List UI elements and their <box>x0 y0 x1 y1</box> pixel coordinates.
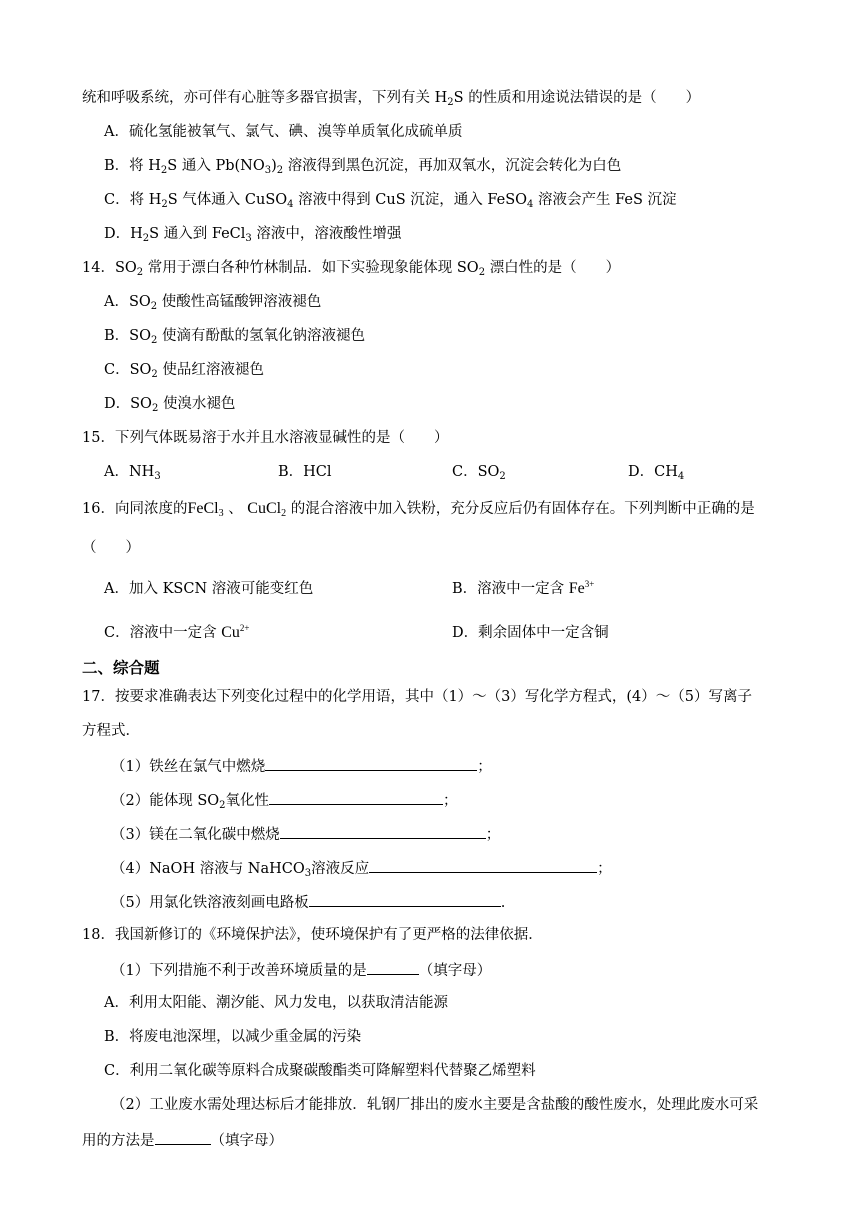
q18-part-1-text: （1）下列措施不利于改善环境质量的是 <box>111 963 367 979</box>
q17-item-3-text: （3）镁在二氧化碳中燃烧 <box>111 827 280 843</box>
q15-stem: 15．下列气体既易溶于水并且水溶液显碱性的是（ ） <box>82 430 449 446</box>
q13-option-a: A．硫化氢能被氧气、氯气、碘、溴等单质氧化成硫单质 <box>104 124 463 140</box>
q18-part-2-text: 用的方法是 <box>82 1133 155 1149</box>
q14-a-text: 使酸性高锰酸钾溶液褪色 <box>161 294 322 310</box>
q13-option-c: C．将 $H_2S$ 气体通入 CuSO$_4$ 溶液中得到 CuS 沉淀，通入 FeSO$_4$ 溶液会产生 FeS 沉淀 <box>104 192 677 210</box>
q14-option-b: B．$SO_2$ 使滴有酚酞的氢氧化钠溶液褪色 <box>104 328 365 346</box>
q16-option-b: B．溶液中一定含 $Fe^{3+}$ <box>452 579 595 597</box>
q18-part-1-tail: （填字母） <box>418 963 492 979</box>
q15-d-text: D．CH <box>628 464 678 480</box>
q13-b-mid: 通入 <box>181 158 211 174</box>
q13-c-pre: C．将 <box>104 192 145 208</box>
q17-item-5-text: （5）用氯化铁溶液刻画电路板 <box>111 895 309 911</box>
q17-item-2-text: （2）能体现 SO <box>111 793 220 809</box>
q13-c-mid3: 沉淀，通入 <box>410 192 483 208</box>
q17-item-2: （2）能体现 $SO_2$氧化性 ； <box>111 789 458 811</box>
q14-d-text: 使溴水褪色 <box>162 396 236 412</box>
q17-item-5: （5）用氯化铁溶液刻画电路板 . <box>111 891 505 913</box>
q13-c-post: 沉淀 <box>647 192 677 208</box>
q18-part-2-line2 <box>82 1129 283 1151</box>
q14-option-a: A．$SO_2$ 使酸性高锰酸钾溶液褪色 <box>104 294 322 312</box>
answer-blank[interactable] <box>367 959 419 975</box>
q16-option-a: A．加入 KSCN 溶液可能变红色 <box>104 581 314 597</box>
q13-c-mid4: 溶液会产生 <box>538 192 611 208</box>
q18-option-b: B．将废电池深埋，以减少重金属的污染 <box>104 1029 362 1045</box>
q17-item-1-text: （1）铁丝在氯气中燃烧 <box>111 759 266 775</box>
q14-number: 14． <box>82 260 115 276</box>
q18-option-a: A．利用太阳能、潮汐能、风力发电，以获取清洁能源 <box>104 995 448 1011</box>
answer-blank[interactable] <box>280 823 486 839</box>
q18-option-c: C．利用二氧化碳等原料合成聚碳酸酯类可降解塑料代替聚乙烯塑料 <box>104 1063 536 1079</box>
q17-item-4-tail: 溶液反应 <box>311 861 370 877</box>
q17-item-1: （1）铁丝在氯气中燃烧 ； <box>111 755 492 777</box>
q15-c-text: C．SO <box>452 464 500 480</box>
q16-stem-post: 的混合溶液中加入铁粉，充分反应后仍有固体存在。下列判断中正确的是 <box>290 501 755 517</box>
q18-part-2-tail: （填字母） <box>210 1133 283 1149</box>
q13-option-d: D．$H_2S$ 通入到 FeCl$_3$ 溶液中，溶液酸性增强 <box>104 226 402 244</box>
q14-c-text: 使品红溶液褪色 <box>162 362 264 378</box>
section-heading: 二、综合题 <box>82 658 160 677</box>
q16-stem-pre: 16．向同浓度的 <box>82 501 188 517</box>
q18-stem: 18．我国新修订的《环境保护法》，使环境保护有了更严格的法律依据． <box>82 927 543 943</box>
answer-blank[interactable] <box>269 789 443 805</box>
answer-blank[interactable] <box>309 891 501 907</box>
q13-d-post: 溶液中，溶液酸性增强 <box>256 226 402 242</box>
q16-b-text: B．溶液中一定含 <box>452 581 565 597</box>
q17-item-4: （4）NaOH 溶液与 NaHCO$_3$溶液反应 ； <box>111 857 612 879</box>
q17-item-3: （3）镁在二氧化碳中燃烧 ； <box>111 823 500 845</box>
q16-option-d: D．剩余固体中一定含铜 <box>452 625 609 641</box>
q16-stem-sep: 、 <box>228 501 243 517</box>
q18-part-2-line1: （2）工业废水需处理达标后才能排放．轧钢厂排出的废水主要是含盐酸的酸性废水，处理此废水可采 <box>111 1097 759 1113</box>
q15-option-c: C．$SO_2$ <box>452 464 506 482</box>
q13-d-pre: D． <box>104 226 131 242</box>
q17-item-2-tail: 氧化性 <box>225 793 270 809</box>
q13-b-post: 溶液得到黑色沉淀，再加双氧水，沉淀会转化为白色 <box>287 158 622 174</box>
q14-stem-mid: 常用于漂白各种竹林制品．如下实验现象能体现 <box>147 260 453 276</box>
q14-b-text: 使滴有酚酞的氢氧化钠溶液褪色 <box>161 328 365 344</box>
q13-option-b: B．将 $H_2S$ 通入 $Pb(NO_3)_2$ 溶液得到黑色沉淀，再加双氧水，沉淀会转化为白色 <box>104 158 622 176</box>
answer-blank[interactable] <box>369 857 597 873</box>
q14-stem-post: 漂白性的是（ ） <box>489 260 621 276</box>
q16-option-c: C．溶液中一定含 $Cu^{2+}$ <box>104 623 250 641</box>
q14-option-d: D．$SO_2$ 使溴水褪色 <box>104 396 236 414</box>
q13-b-pre: B．将 <box>104 158 144 174</box>
q16-stem: 16．向同浓度的FeCl$_3$ 、 CuCl$_2$ 的混合溶液中加入铁粉，充分反应后仍有固体存在。下列判断中正确的是 <box>82 500 755 519</box>
q14-option-c: C．$SO_2$ 使品红溶液褪色 <box>104 362 264 380</box>
q15-option-d: D．$CH_4$ <box>628 464 685 482</box>
q15-option-a: A．$NH_3$ <box>104 464 161 482</box>
q15-option-b: B．HCl <box>278 464 332 480</box>
q17-item-4-text: （4）NaOH 溶液与 NaHCO <box>111 861 305 877</box>
q13-c-mid2: 溶液中得到 <box>298 192 371 208</box>
q17-stem-line2: 方程式． <box>82 723 140 739</box>
q13-stem: 统和呼吸系统，亦可伴有心脏等多器官损害，下列有关 $H_2S$ 的性质和用途说法错误的是（ ） <box>82 90 701 108</box>
q13-stem-text-b: 的性质和用途说法错误的是（ ） <box>468 90 701 106</box>
q13-stem-text: 统和呼吸系统，亦可伴有心脏等多器官损害，下列有关 <box>82 90 430 106</box>
q16-paren: （ ） <box>82 540 140 556</box>
q13-c-mid: 气体通入 <box>182 192 241 208</box>
q15-a-text: A．NH <box>104 464 155 480</box>
q13-d-mid: 通入到 <box>163 226 208 242</box>
q17-stem-line1: 17．按要求准确表达下列变化过程中的化学用语，其中（1）～（3）写化学方程式，(4）～（5）写离子 <box>82 689 753 705</box>
q16-c-text: C．溶液中一定含 <box>104 625 217 641</box>
q14-stem: 14．$SO_2$ 常用于漂白各种竹林制品．如下实验现象能体现 $SO_2$ 漂白性的是（ ） <box>82 260 621 278</box>
answer-blank[interactable] <box>265 755 477 771</box>
answer-blank[interactable] <box>155 1129 211 1145</box>
q18-part-1 <box>111 959 491 981</box>
